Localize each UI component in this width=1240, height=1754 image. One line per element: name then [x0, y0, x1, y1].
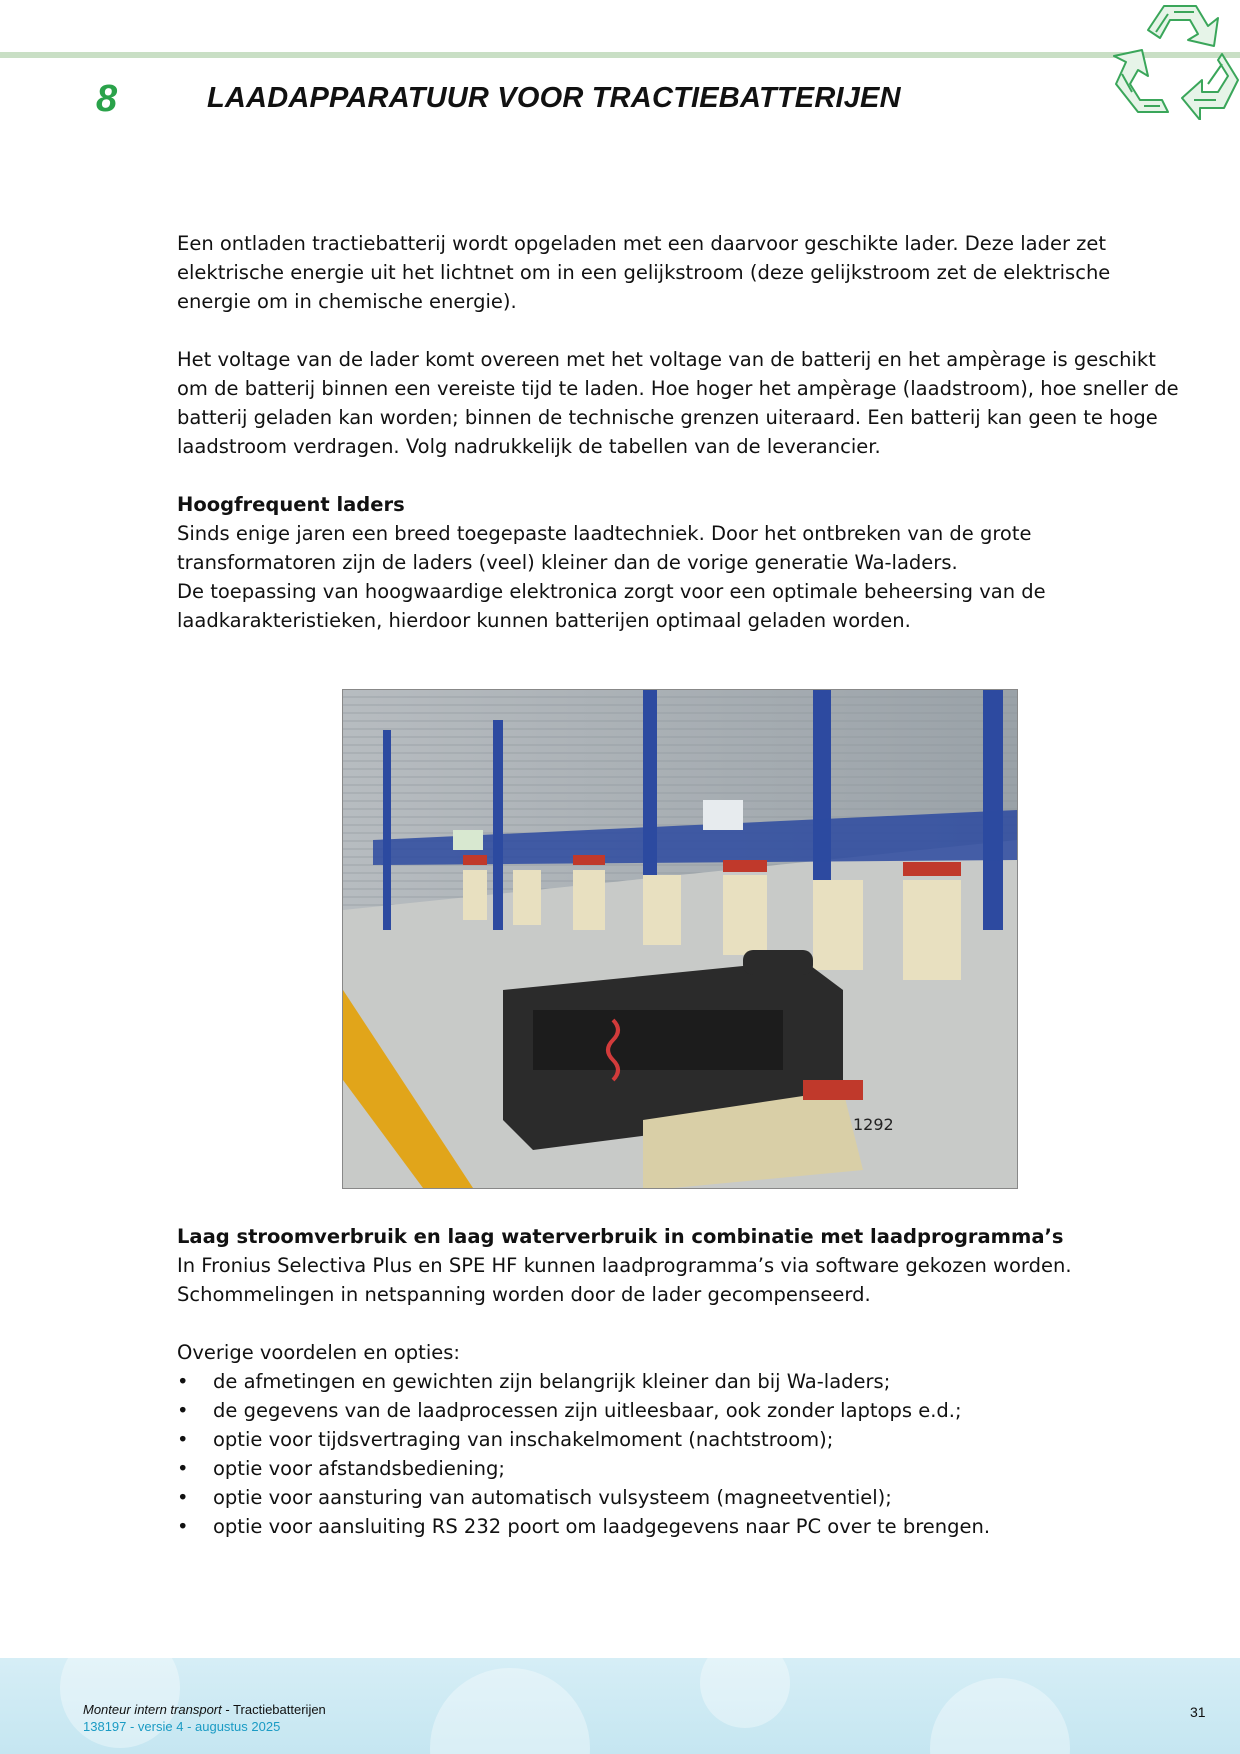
paragraph-hf-1: Sinds enige jaren een breed toegepaste laadtechniek. Door het ontbreken van de grote transformatoren zijn de laders (veel) kleiner dan de vorige generatie Wa-laders.: [177, 522, 1032, 574]
paragraph-voltage: Het voltage van de lader komt overeen met het voltage van de batterij en het ampèrage is geschikt om de batterij binnen een vereiste tijd te laden. Hoe hoger het ampèrage (laadstroom), hoe sneller de batterij geladen kan worden; binnen de technische grenzen uiteraard. Een batterij kan geen te hoge laadstroom verdragen. Volg nadrukkelijk de tabellen van de leverancier.: [177, 348, 1179, 458]
list-item: [177, 1367, 1187, 1396]
page-number: 31: [1190, 1704, 1206, 1720]
list-item-text: de gegevens van de laadprocessen zijn uitleesbaar, ook zonder laptops e.d.;: [213, 1399, 962, 1422]
list-item-text: optie voor afstandsbediening;: [213, 1457, 505, 1480]
chapter-number: 8: [96, 78, 118, 120]
bullet: •: [177, 1457, 189, 1480]
bullet: •: [177, 1399, 189, 1422]
list-item-text: optie voor aansluiting RS 232 poort om laadgegevens naar PC over te brengen.: [213, 1515, 991, 1538]
body-text: [177, 229, 1187, 635]
paragraph-hf-2: De toepassing van hoogwaardige elektronica zorgt voor een optimale beheersing van de laadkarakteristieken, hierdoor kunnen batterijen optimaal geladen worden.: [177, 580, 1046, 632]
chapter-title: LAADAPPARATUUR VOOR TRACTIEBATTERIJEN: [207, 82, 901, 114]
paragraph-low-1: In Fronius Selectiva Plus en SPE HF kunnen laadprogramma’s via software gekozen worden.: [177, 1254, 1072, 1277]
footer-separator: -: [221, 1702, 234, 1717]
body-text-2: [177, 1222, 1187, 1541]
list-item-text: optie voor tijdsvertraging van inschakelmoment (nachtstroom);: [213, 1428, 834, 1451]
list-item: [177, 1454, 1187, 1483]
bullet: •: [177, 1370, 189, 1393]
footer-version: 138197 - versie 4 - augustus 2025: [83, 1719, 281, 1734]
options-intro: Overige voordelen en opties:: [177, 1341, 460, 1364]
options-list: [177, 1367, 1187, 1541]
bullet: •: [177, 1428, 189, 1451]
page-footer: [0, 1658, 1240, 1754]
footer-course-name: Monteur intern transport: [83, 1702, 222, 1717]
list-item: [177, 1396, 1187, 1425]
bullet: •: [177, 1515, 189, 1538]
list-item-text: de afmetingen en gewichten zijn belangrijk kleiner dan bij Wa-laders;: [213, 1370, 891, 1393]
heading-hf-chargers: Hoogfrequent laders: [177, 493, 405, 516]
list-item-text: optie voor aansturing van automatisch vulsysteem (magneetventiel);: [213, 1486, 892, 1509]
list-item: [177, 1425, 1187, 1454]
recycle-icon: [1098, 0, 1240, 120]
paragraph-low-2: Schommelingen in netspanning worden door de lader gecompenseerd.: [177, 1283, 871, 1306]
bullet: •: [177, 1486, 189, 1509]
charging-station-photo: [342, 689, 1018, 1189]
footer-course: [83, 1702, 326, 1717]
forklift-number: 1292: [853, 1115, 894, 1134]
list-item: [177, 1512, 1187, 1541]
footer-subject: Tractiebatterijen: [233, 1702, 326, 1717]
heading-low-consumption: Laag stroomverbruik en laag waterverbruik in combinatie met laadprogramma’s: [177, 1225, 1064, 1248]
list-item: [177, 1483, 1187, 1512]
header-rule: [0, 52, 1240, 58]
paragraph-charger-intro: Een ontladen tractiebatterij wordt opgeladen met een daarvoor geschikte lader. Deze lader zet elektrische energie uit het lichtnet om in een gelijkstroom (deze gelijkstroom zet de elektrische energie om in chemische energie).: [177, 232, 1111, 313]
